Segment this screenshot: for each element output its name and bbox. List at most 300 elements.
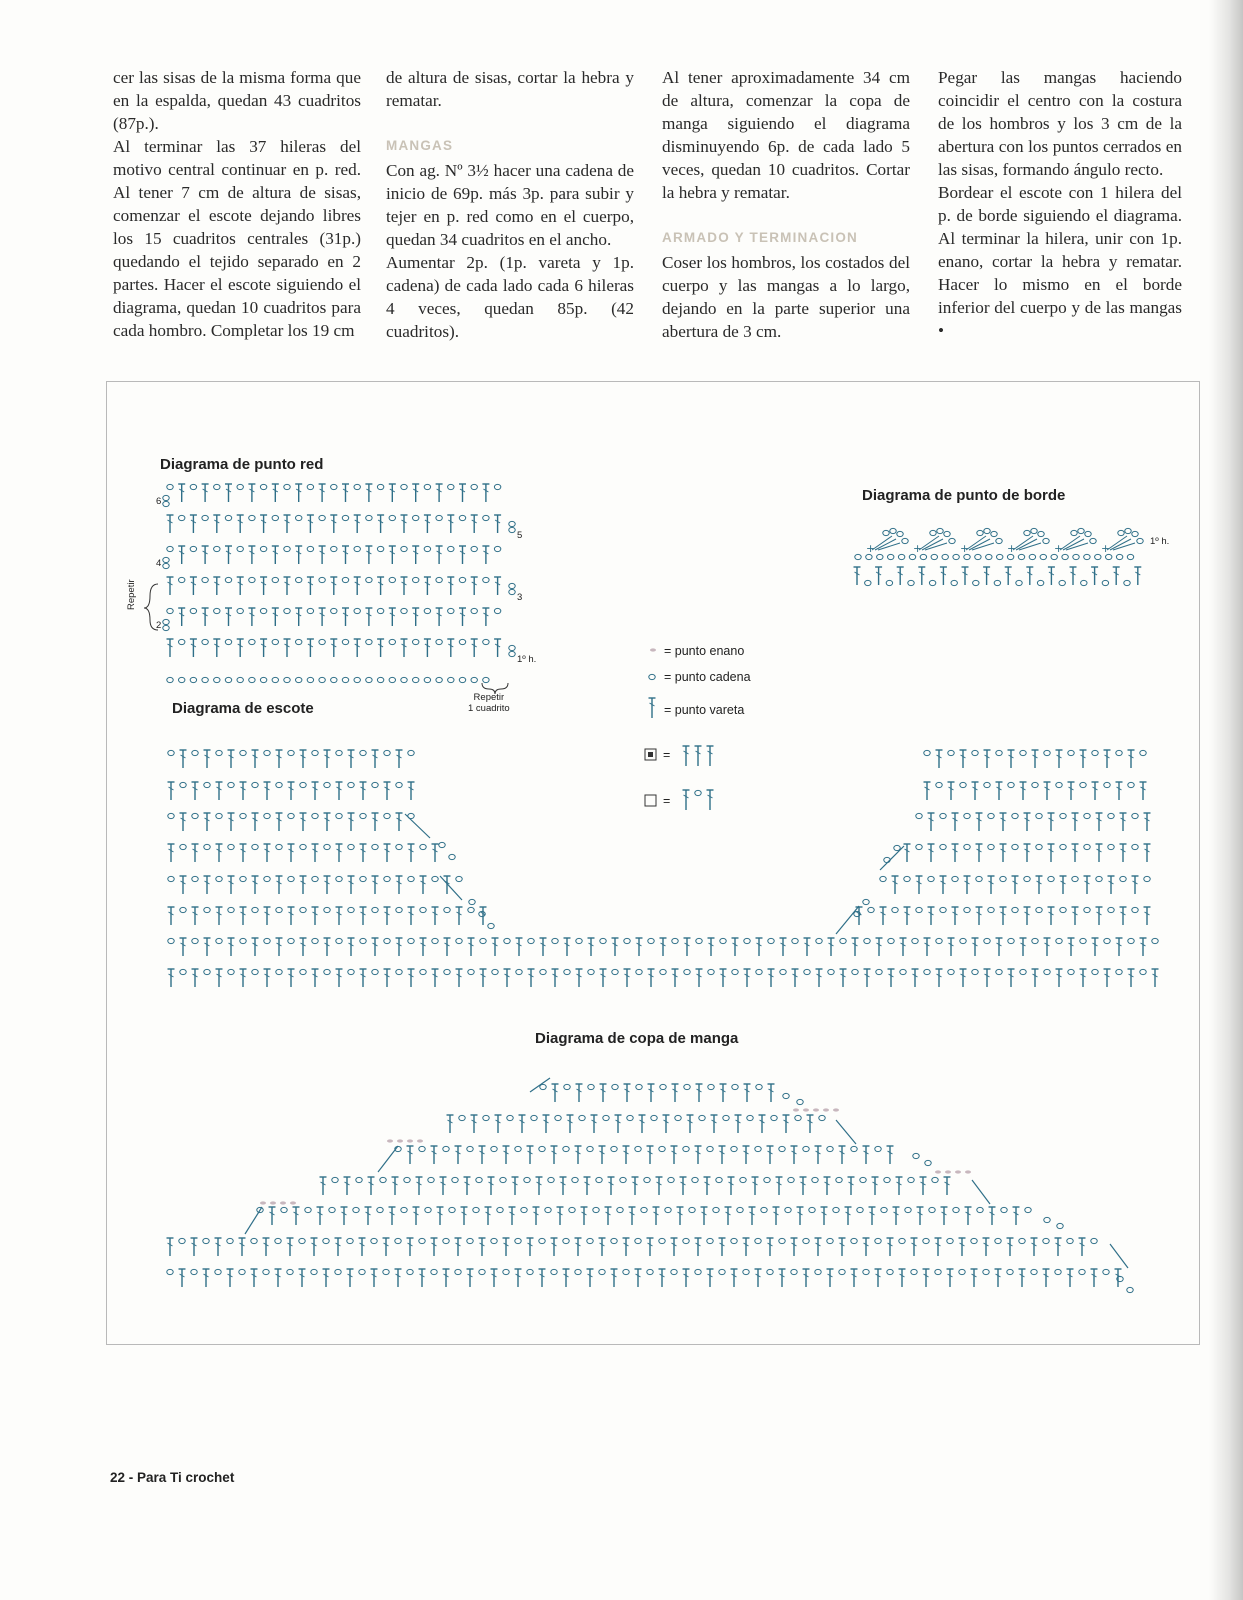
cadena-stitch xyxy=(408,876,414,881)
cadena-stitch xyxy=(588,969,594,974)
cadena-stitch xyxy=(804,969,810,974)
cadena-stitch xyxy=(552,938,558,943)
cadena-stitch xyxy=(384,876,390,881)
cadena-stitch xyxy=(1044,750,1050,755)
cadena-stitch xyxy=(707,1238,713,1243)
cadena-stitch xyxy=(366,677,372,682)
cadena-stitch xyxy=(764,1177,770,1182)
cadena-stitch xyxy=(761,1207,767,1212)
cadena-stitch xyxy=(904,876,910,881)
enano-stitch: + xyxy=(866,542,876,555)
cadena-stitch xyxy=(296,577,302,582)
cadena-stitch xyxy=(168,938,174,943)
cadena-stitch xyxy=(491,1238,497,1243)
cadena-stitch xyxy=(972,969,978,974)
cadena-stitch xyxy=(1068,969,1074,974)
cadena-stitch xyxy=(612,1084,618,1089)
cadena-stitch xyxy=(548,1177,554,1182)
cadena-stitch xyxy=(348,782,354,787)
cadena-stitch xyxy=(494,484,500,489)
cadena-stitch xyxy=(660,1084,666,1089)
cadena-stitch xyxy=(539,1238,545,1243)
cadena-stitch xyxy=(973,580,979,585)
cadena-stitch xyxy=(1091,1238,1097,1243)
cadena-stitch xyxy=(1071,530,1077,535)
enano-stitch: + xyxy=(1007,542,1017,555)
vareta-stitch xyxy=(836,1120,856,1144)
row-number: 5 xyxy=(517,530,523,541)
cadena-stitch xyxy=(296,639,302,644)
cadena-stitch xyxy=(249,677,255,682)
cadena-stitch xyxy=(890,528,896,533)
cadena-stitch xyxy=(1116,969,1122,974)
enano-stitch xyxy=(793,1108,799,1111)
cadena-stitch xyxy=(868,907,874,912)
cadena-stitch xyxy=(204,844,210,849)
cadena-stitch xyxy=(225,515,231,520)
cadena-stitch xyxy=(902,538,908,543)
cadena-stitch xyxy=(1132,531,1138,536)
filled-square-symbol xyxy=(648,752,653,757)
cadena-stitch xyxy=(237,608,243,613)
row-number: 3 xyxy=(517,592,523,603)
cadena-stitch xyxy=(360,813,366,818)
cadena-stitch xyxy=(180,782,186,787)
cadena-stitch xyxy=(855,554,861,559)
cadena-stitch xyxy=(836,1177,842,1182)
enano-stitch xyxy=(833,1108,839,1111)
cadena-stitch xyxy=(492,969,498,974)
cadena-stitch xyxy=(785,1207,791,1212)
cadena-stitch xyxy=(168,750,174,755)
cadena-stitch xyxy=(930,530,936,535)
cadena-stitch xyxy=(377,484,383,489)
cadena-stitch xyxy=(401,677,407,682)
cadena-stitch xyxy=(1152,938,1158,943)
cadena-stitch xyxy=(509,589,515,594)
repetir-brace xyxy=(482,683,508,694)
enano-stitch xyxy=(417,1139,423,1142)
cadena-stitch xyxy=(347,1238,353,1243)
cadena-stitch xyxy=(815,1269,821,1274)
repetir-bottom-label: Repetir 1 cuadrito xyxy=(468,692,510,714)
cadena-stitch xyxy=(1080,782,1086,787)
cadena-stitch xyxy=(214,608,220,613)
cadena-stitch xyxy=(928,876,934,881)
cadena-stitch xyxy=(281,1207,287,1212)
cadena-stitch xyxy=(899,1238,905,1243)
cadena-stitch xyxy=(413,577,419,582)
cadena-stitch xyxy=(863,1269,869,1274)
cadena-stitch xyxy=(191,1269,197,1274)
cadena-stitch xyxy=(863,899,869,904)
cadena-stitch xyxy=(420,969,426,974)
cadena-stitch xyxy=(163,501,169,506)
cadena-stitch xyxy=(707,1146,713,1151)
cadena-stitch xyxy=(192,813,198,818)
cadena-stitch xyxy=(444,907,450,912)
cadena-stitch xyxy=(459,577,465,582)
cadena-stitch xyxy=(952,876,958,881)
cadena-stitch xyxy=(240,938,246,943)
cadena-stitch xyxy=(960,782,966,787)
cadena-stitch xyxy=(783,1093,789,1098)
cadena-stitch xyxy=(671,1269,677,1274)
cadena-stitch xyxy=(1060,813,1066,818)
cadena-stitch xyxy=(539,1146,545,1151)
cadena-stitch xyxy=(647,1269,653,1274)
cadena-stitch xyxy=(459,515,465,520)
cadena-stitch xyxy=(300,782,306,787)
cadena-stitch xyxy=(683,1238,689,1243)
cadena-stitch xyxy=(216,876,222,881)
cadena-stitch xyxy=(876,969,882,974)
cadena-stitch xyxy=(448,484,454,489)
page-footer: 22 - Para Ti crochet xyxy=(110,1470,235,1485)
cadena-stitch xyxy=(1037,580,1043,585)
cadena-stitch xyxy=(396,782,402,787)
cadena-stitch xyxy=(1051,554,1057,559)
cadena-stitch xyxy=(424,484,430,489)
cadena-stitch xyxy=(504,938,510,943)
cadena-stitch xyxy=(276,844,282,849)
cadena-stitch xyxy=(179,639,185,644)
cadena-stitch xyxy=(929,580,935,585)
cadena-stitch xyxy=(1140,969,1146,974)
cadena-stitch xyxy=(507,1115,513,1120)
cadena-stitch xyxy=(636,969,642,974)
cadena-stitch xyxy=(923,1238,929,1243)
paragraph: Con ag. Nº 3½ hacer una cadena de inicio de 69p. más 3p. para subir y tejer en p. red como en el cuerpo, quedan 34 cuadritos en el ancho. xyxy=(386,161,634,249)
cadena-stitch xyxy=(167,677,173,682)
cadena-stitch xyxy=(1068,750,1074,755)
cadena-stitch xyxy=(479,1269,485,1274)
cadena-stitch xyxy=(163,557,169,562)
cadena-stitch xyxy=(216,938,222,943)
cadena-stitch xyxy=(471,608,477,613)
cadena-stitch xyxy=(163,563,169,568)
cadena-stitch xyxy=(476,1177,482,1182)
cadena-stitch xyxy=(713,1207,719,1212)
cadena-stitch xyxy=(1059,580,1065,585)
cadena-stitch xyxy=(886,580,892,585)
cadena-stitch xyxy=(641,1207,647,1212)
cadena-stitch xyxy=(1116,750,1122,755)
cadena-stitch xyxy=(471,484,477,489)
cadena-stitch xyxy=(1084,554,1090,559)
diagram-title-escote: Diagrama de escote xyxy=(172,700,314,717)
enano-stitch xyxy=(813,1108,819,1111)
cadena-stitch xyxy=(1012,907,1018,912)
cadena-stitch xyxy=(202,677,208,682)
cadena-stitch xyxy=(780,969,786,974)
cadena-stitch xyxy=(348,844,354,849)
cadena-stitch xyxy=(408,750,414,755)
cadena-stitch xyxy=(884,1177,890,1182)
cadena-stitch xyxy=(995,1238,1001,1243)
cadena-stitch xyxy=(1016,580,1022,585)
diagram-title-punto-red: Diagrama de punto red xyxy=(160,456,324,473)
cadena-stitch xyxy=(551,1269,557,1274)
row-number: 6 xyxy=(156,496,162,507)
cadena-stitch xyxy=(516,969,522,974)
cadena-stitch xyxy=(1080,938,1086,943)
cadena-stitch xyxy=(260,677,266,682)
cadena-stitch xyxy=(659,1146,665,1151)
cadena-stitch xyxy=(683,1146,689,1151)
cadena-stitch xyxy=(272,639,278,644)
section-heading-armado: ARMADO Y TERMINACION xyxy=(662,230,859,245)
cadena-stitch xyxy=(300,969,306,974)
cadena-stitch xyxy=(839,1269,845,1274)
cadena-stitch xyxy=(648,938,654,943)
cadena-stitch xyxy=(163,619,169,624)
cadena-stitch xyxy=(1032,782,1038,787)
cadena-stitch xyxy=(443,1238,449,1243)
cadena-stitch xyxy=(1060,907,1066,912)
cadena-stitch xyxy=(587,1238,593,1243)
cadena-stitch xyxy=(225,577,231,582)
cadena-stitch xyxy=(1124,580,1130,585)
paragraph: Aumentar 2p. (1p. vareta y 1p. cadena) de cada lado cada 6 hileras 4 veces, quedan 85p. (42 cuadritos). xyxy=(386,253,634,341)
cadena-stitch xyxy=(401,1207,407,1212)
cadena-stitch xyxy=(366,639,372,644)
cadena-stitch xyxy=(331,484,337,489)
cadena-stitch xyxy=(660,969,666,974)
cadena-stitch xyxy=(249,515,255,520)
cadena-stitch xyxy=(202,639,208,644)
cadena-stitch xyxy=(860,1177,866,1182)
cadena-stitch xyxy=(288,750,294,755)
cadena-stitch xyxy=(389,577,395,582)
cadena-stitch xyxy=(964,813,970,818)
cadena-stitch xyxy=(214,484,220,489)
cadena-stitch xyxy=(1040,554,1046,559)
cadena-stitch xyxy=(865,580,871,585)
cadena-stitch xyxy=(975,554,981,559)
cadena-stitch xyxy=(307,608,313,613)
cadena-stitch xyxy=(275,1238,281,1243)
cadena-stitch xyxy=(913,1153,919,1158)
cadena-stitch xyxy=(695,790,701,795)
repetir-brace xyxy=(144,584,158,630)
cadena-stitch xyxy=(1048,876,1054,881)
cadena-stitch xyxy=(1020,969,1026,974)
enano-stitch: + xyxy=(1054,542,1064,555)
cadena-stitch xyxy=(1055,1269,1061,1274)
cadena-stitch xyxy=(163,625,169,630)
cadena-stitch xyxy=(252,782,258,787)
cadena-stitch xyxy=(480,938,486,943)
cadena-stitch xyxy=(167,546,173,551)
cadena-stitch xyxy=(329,1207,335,1212)
cadena-stitch xyxy=(852,969,858,974)
enano-stitch: + xyxy=(913,542,923,555)
cadena-stitch xyxy=(976,876,982,881)
cadena-stitch xyxy=(797,1099,803,1104)
cadena-stitch xyxy=(509,527,515,532)
repetir-side-label: Repetir xyxy=(126,579,137,610)
cadena-stitch xyxy=(342,515,348,520)
cadena-stitch xyxy=(456,876,462,881)
cadena-stitch xyxy=(827,1146,833,1151)
cadena-stitch xyxy=(331,546,337,551)
cadena-stitch xyxy=(1132,907,1138,912)
cadena-stitch xyxy=(623,1269,629,1274)
cadena-stitch xyxy=(951,580,957,585)
cadena-stitch xyxy=(563,1146,569,1151)
cadena-stitch xyxy=(284,484,290,489)
cadena-stitch xyxy=(342,577,348,582)
cadena-stitch xyxy=(459,1115,465,1120)
cadena-stitch xyxy=(288,876,294,881)
cadena-stitch xyxy=(996,538,1002,543)
cadena-stitch xyxy=(307,677,313,682)
cadena-stitch xyxy=(272,515,278,520)
cadena-stitch xyxy=(833,1207,839,1212)
cadena-stitch xyxy=(168,876,174,881)
cadena-stitch xyxy=(996,969,1002,974)
cadena-stitch xyxy=(459,639,465,644)
cadena-stitch xyxy=(684,969,690,974)
cadena-stitch xyxy=(768,938,774,943)
cadena-stitch xyxy=(494,546,500,551)
cadena-stitch xyxy=(384,813,390,818)
cadena-stitch xyxy=(743,1269,749,1274)
cadena-stitch xyxy=(260,484,266,489)
cadena-stitch xyxy=(947,1238,953,1243)
cadena-stitch xyxy=(936,782,942,787)
cadena-stitch xyxy=(572,1177,578,1182)
cadena-stitch xyxy=(779,1146,785,1151)
cadena-stitch xyxy=(540,969,546,974)
cadena-stitch xyxy=(272,577,278,582)
cadena-stitch xyxy=(335,1269,341,1274)
cadena-stitch xyxy=(875,1238,881,1243)
cadena-stitch xyxy=(239,1269,245,1274)
cadena-stitch xyxy=(1008,782,1014,787)
cadena-stitch xyxy=(898,554,904,559)
paragraph: de altura de sisas, cortar la hebra y rematar. xyxy=(386,68,634,110)
cadena-stitch xyxy=(937,528,943,533)
cadena-stitch xyxy=(908,580,914,585)
cadena-stitch xyxy=(251,1238,257,1243)
cadena-stitch xyxy=(944,531,950,536)
cadena-stitch xyxy=(179,1238,185,1243)
cadena-stitch xyxy=(695,1269,701,1274)
cadena-stitch xyxy=(972,750,978,755)
cadena-stitch xyxy=(354,484,360,489)
cadena-stitch xyxy=(228,782,234,787)
cadena-stitch xyxy=(1128,938,1134,943)
cadena-stitch xyxy=(569,1207,575,1212)
cadena-stitch xyxy=(371,1238,377,1243)
cadena-stitch xyxy=(747,1115,753,1120)
cadena-stitch xyxy=(483,639,489,644)
cadena-stitch xyxy=(163,495,169,500)
cadena-stitch xyxy=(708,969,714,974)
cadena-stitch xyxy=(424,608,430,613)
cadena-stitch xyxy=(1031,528,1037,533)
cadena-stitch xyxy=(420,907,426,912)
cadena-stitch xyxy=(509,651,515,656)
cadena-stitch xyxy=(312,938,318,943)
cadena-stitch xyxy=(731,1146,737,1151)
cadena-stitch xyxy=(991,531,997,536)
cadena-stitch xyxy=(204,782,210,787)
cadena-stitch xyxy=(887,1269,893,1274)
cadena-stitch xyxy=(276,969,282,974)
cadena-stitch xyxy=(600,938,606,943)
cadena-stitch xyxy=(988,844,994,849)
cadena-stitch xyxy=(228,969,234,974)
cadena-stitch xyxy=(312,813,318,818)
cadena-stitch xyxy=(494,608,500,613)
cadena-stitch xyxy=(942,554,948,559)
cadena-stitch xyxy=(827,1238,833,1243)
cadena-stitch xyxy=(964,844,970,849)
cadena-stitch xyxy=(1081,580,1087,585)
cadena-stitch xyxy=(1056,782,1062,787)
cadena-stitch xyxy=(1118,530,1124,535)
cadena-stitch xyxy=(931,554,937,559)
cadena-stitch xyxy=(509,521,515,526)
cadena-stitch xyxy=(1032,938,1038,943)
cadena-stitch xyxy=(611,1238,617,1243)
row-number: 2 xyxy=(156,620,162,631)
cadena-stitch xyxy=(449,1207,455,1212)
cadena-stitch xyxy=(809,1207,815,1212)
cadena-stitch xyxy=(988,907,994,912)
cadena-stitch xyxy=(179,577,185,582)
legend-enano: = punto enano xyxy=(664,644,745,658)
cadena-stitch xyxy=(1104,938,1110,943)
cadena-stitch xyxy=(929,1207,935,1212)
cadena-stitch xyxy=(515,1238,521,1243)
cadena-stitch xyxy=(1018,554,1024,559)
cadena-stitch xyxy=(851,1238,857,1243)
cadena-stitch xyxy=(883,530,889,535)
cadena-stitch xyxy=(977,1207,983,1212)
cadena-stitch xyxy=(225,639,231,644)
cadena-stitch xyxy=(336,938,342,943)
cadena-stitch xyxy=(771,1115,777,1120)
cadena-stitch xyxy=(816,938,822,943)
cadena-stitch xyxy=(509,583,515,588)
cadena-stitch xyxy=(227,1238,233,1243)
cadena-stitch xyxy=(167,608,173,613)
cadena-stitch xyxy=(960,938,966,943)
cadena-stitch xyxy=(380,1177,386,1182)
cadena-stitch xyxy=(436,677,442,682)
cadena-stitch xyxy=(336,750,342,755)
cadena-stitch xyxy=(984,528,990,533)
cadena-stitch xyxy=(204,907,210,912)
cadena-stitch xyxy=(579,1115,585,1120)
cadena-stitch xyxy=(1090,538,1096,543)
cadena-stitch xyxy=(563,1238,569,1243)
cadena-stitch xyxy=(696,938,702,943)
cadena-stitch xyxy=(331,677,337,682)
cadena-stitch xyxy=(964,907,970,912)
cadena-stitch xyxy=(225,677,231,682)
cadena-stitch xyxy=(675,1115,681,1120)
cadena-stitch xyxy=(483,515,489,520)
cadena-stitch xyxy=(249,639,255,644)
cadena-stitch xyxy=(413,677,419,682)
cadena-stitch xyxy=(348,969,354,974)
cadena-stitch xyxy=(684,1084,690,1089)
